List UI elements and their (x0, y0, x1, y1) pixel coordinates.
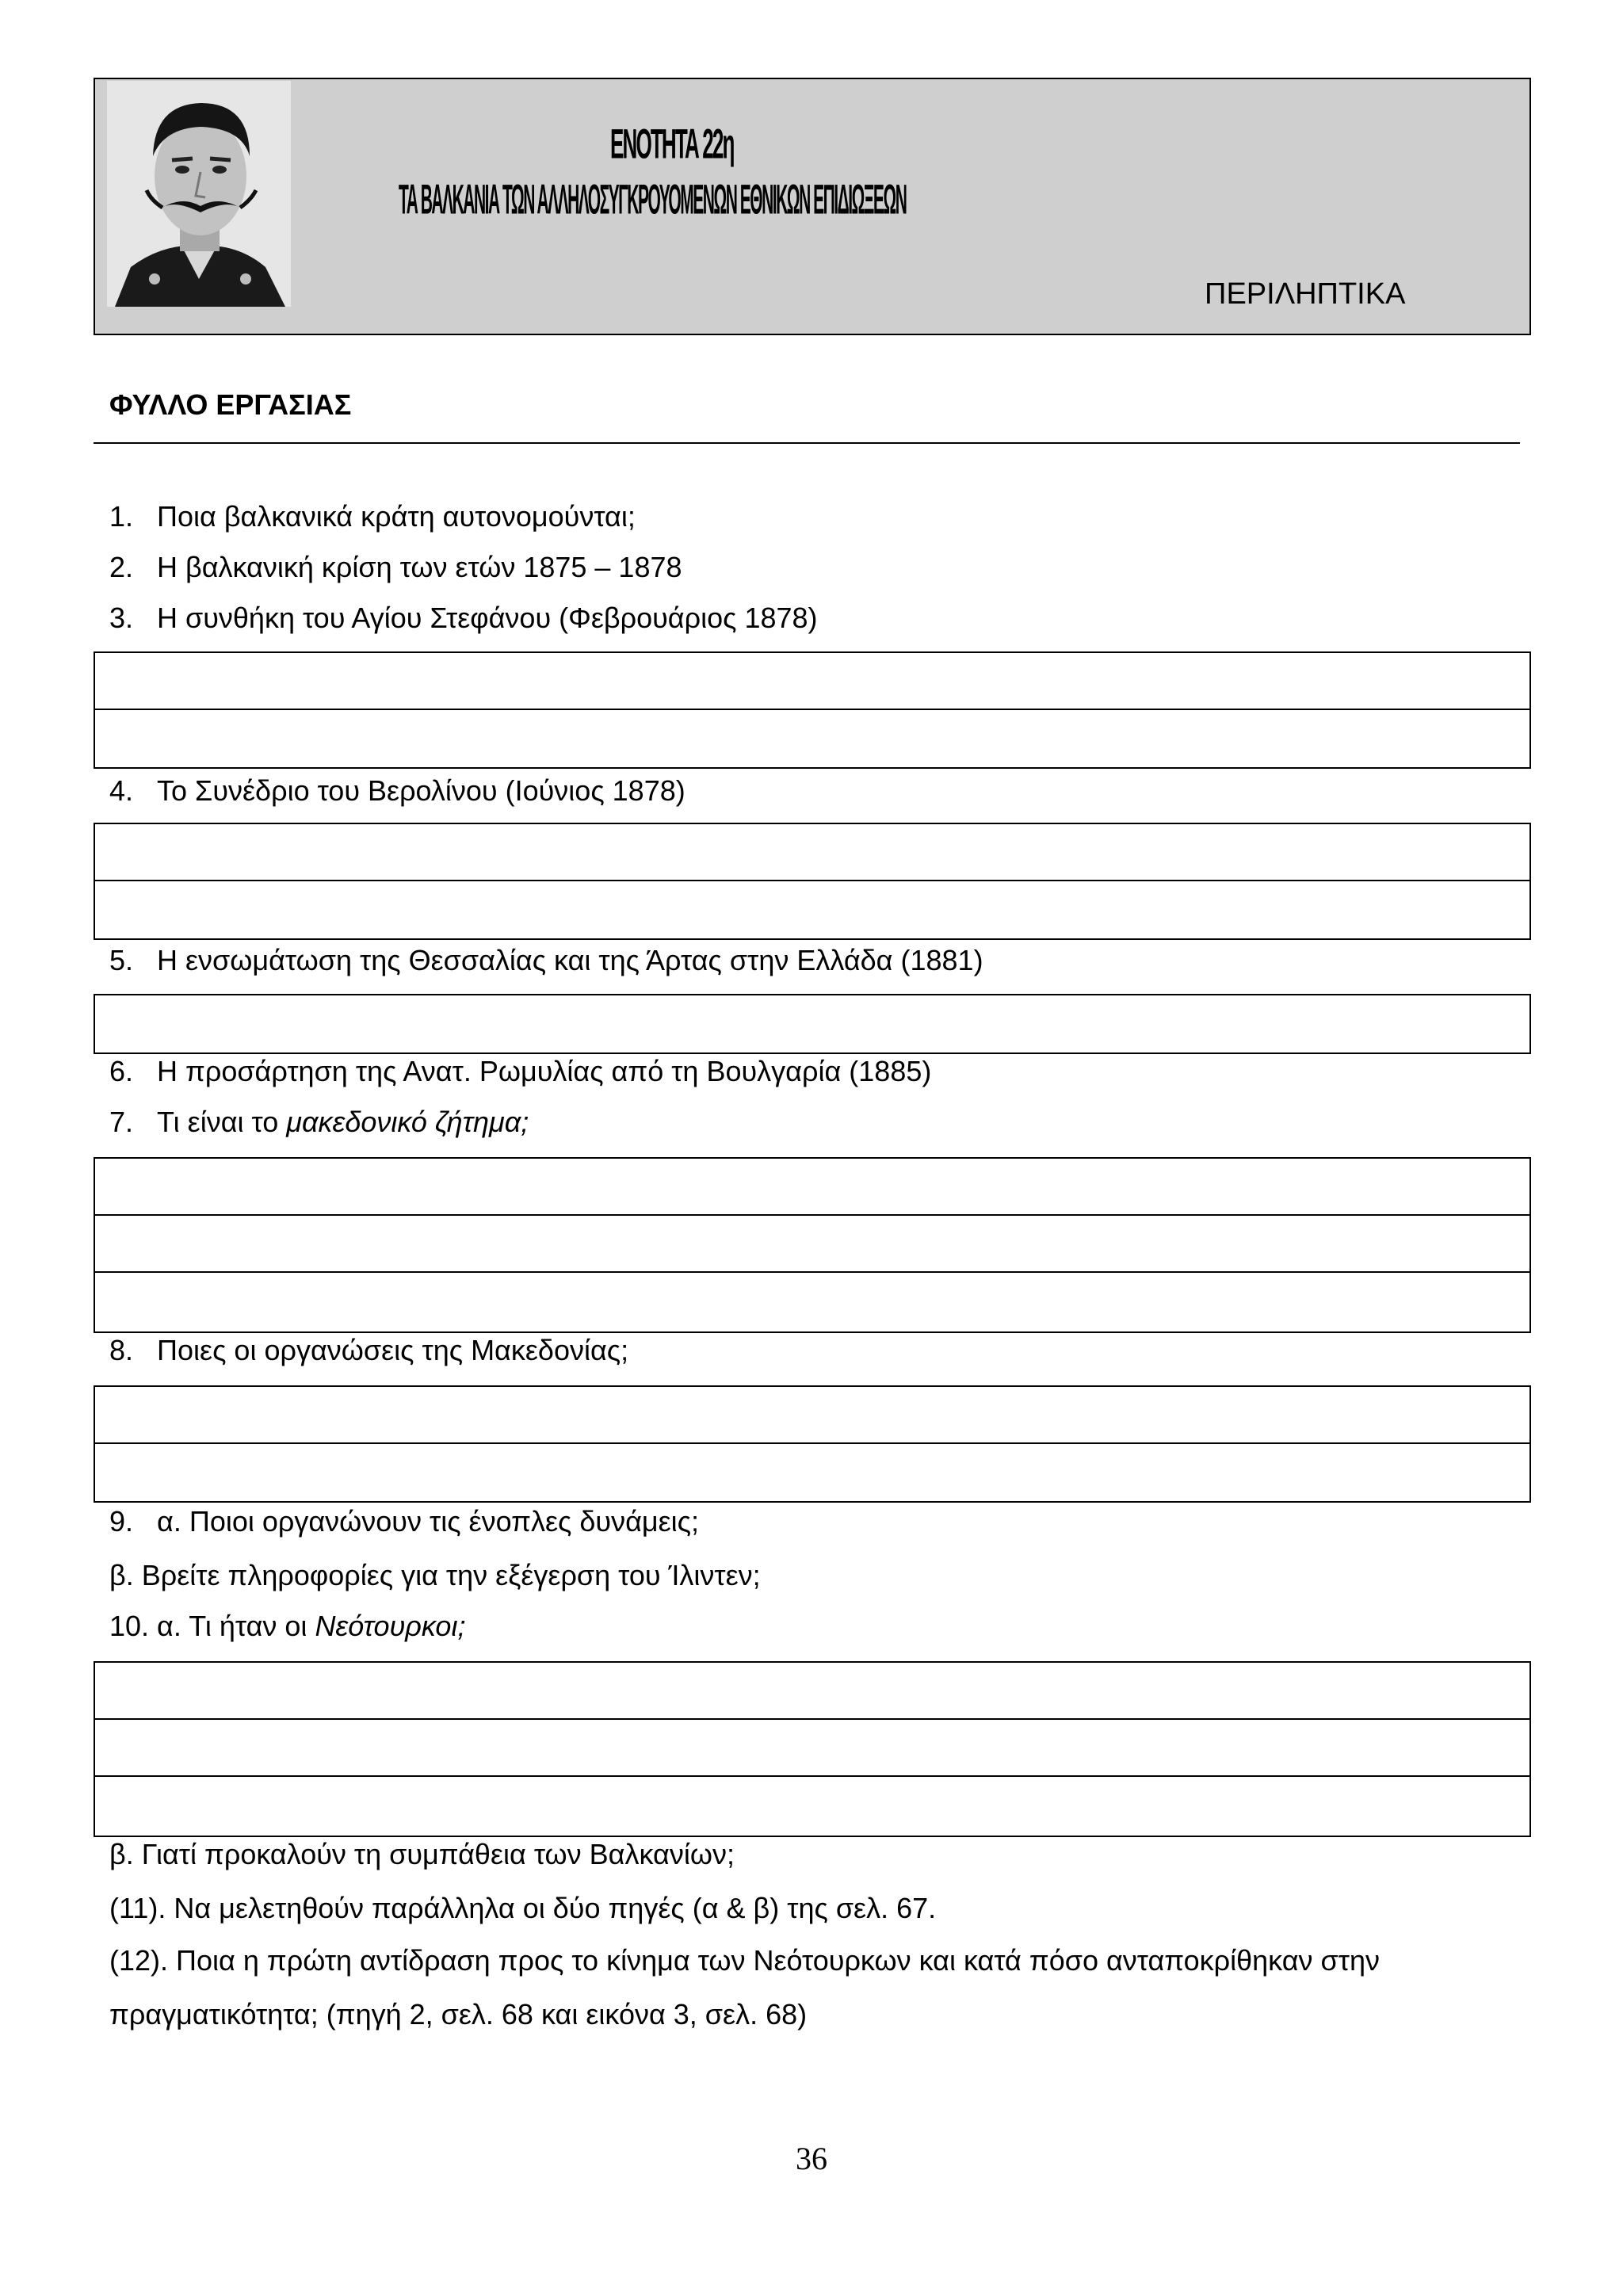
question-8 (109, 1333, 628, 1368)
question-text: β. Βρείτε πληροφορίες για την εξέγερση του Ίλιντεν; (109, 1559, 761, 1591)
question-9a (109, 1504, 699, 1539)
answer-row[interactable] (95, 824, 1529, 881)
answer-row[interactable] (95, 710, 1529, 767)
question-number: 5. (109, 944, 134, 976)
question-2 (109, 550, 682, 585)
question-number: 7. (109, 1106, 134, 1138)
question-text: Η συνθήκη του Αγίου Στεφάνου (Φεβρουάριος 1878) (157, 602, 818, 634)
answer-row[interactable] (95, 1663, 1529, 1720)
question-text: Τι είναι το (157, 1106, 287, 1138)
question-number: 3. (109, 602, 134, 634)
question-text: Το Συνέδριο του Βερολίνου (Ιούνιος 1878) (157, 774, 685, 807)
question-text: Ποια βαλκανικά κράτη αυτονομούνται; (157, 500, 636, 533)
question-7 (109, 1105, 529, 1140)
answer-row[interactable] (95, 1387, 1529, 1444)
answer-row[interactable] (95, 1159, 1529, 1216)
answer-row[interactable] (95, 995, 1529, 1052)
question-text-italic: μακεδονικό ζήτημα; (286, 1106, 529, 1138)
question-3 (109, 601, 818, 636)
answer-row[interactable] (95, 881, 1529, 938)
question-text: πραγματικότητα; (πηγή 2, σελ. 68 και εικόνα 3, σελ. 68) (109, 1998, 808, 2030)
question-number: 1. (109, 500, 134, 533)
question-10a (109, 1609, 465, 1644)
answer-box-4[interactable] (94, 823, 1531, 940)
question-5 (109, 943, 983, 978)
answer-box-3[interactable] (94, 651, 1531, 769)
question-number: 6. (109, 1055, 134, 1087)
unit-subtitle: ΤΑ ΒΑΛΚΑΝΙΑ ΤΩΝ ΑΛΛΗΛΟΣΥΓΚΡΟΥΟΜΕΝΩΝ ΕΘΝΙΚΩΝ ΕΠΙΔΙΩΞΕΩΝ (399, 176, 907, 223)
question-number: 8. (109, 1334, 134, 1366)
answer-row[interactable] (95, 1777, 1529, 1834)
question-number: 4. (109, 774, 134, 807)
question-text: Η βαλκανική κρίση των ετών 1875 – 1878 (157, 551, 682, 583)
question-1 (109, 499, 636, 534)
question-text: α. Ποιοι οργανώνουν τις ένοπλες δυνάμεις; (157, 1505, 700, 1538)
answer-box-5[interactable] (94, 994, 1531, 1054)
question-text: (12). Ποια η πρώτη αντίδραση προς το κίνημα των Νεότουρκων και κατά πόσο ανταποκρίθηκαν στην (109, 1944, 1381, 1977)
summary-label: ΠΕΡΙΛΗΠΤΙΚΑ (1205, 277, 1406, 311)
question-text: Ποιες οι οργανώσεις της Μακεδονίας; (157, 1334, 629, 1366)
answer-box-7[interactable] (94, 1157, 1531, 1333)
question-12-line-2 (109, 1997, 807, 2032)
question-number: 9. (109, 1505, 134, 1538)
answer-box-8[interactable] (94, 1385, 1531, 1503)
question-4 (109, 774, 685, 808)
page-number: 36 (796, 2141, 827, 2176)
question-6 (109, 1054, 931, 1089)
question-text: β. Γιατί προκαλούν τη συμπάθεια των Βαλκανίων; (109, 1838, 735, 1870)
question-12-line-1 (109, 1943, 1380, 1978)
unit-title: ΕΝΟΤΗΤΑ 22η (610, 120, 734, 167)
answer-row[interactable] (95, 1216, 1529, 1273)
question-text-italic: Νεότουρκοι; (315, 1610, 466, 1642)
answer-row[interactable] (95, 1720, 1529, 1777)
question-9b (109, 1558, 761, 1593)
question-text: Η ενσωμάτωση της Θεσσαλίας και της Άρτας στην Ελλάδα (1881) (157, 944, 983, 976)
answer-box-10[interactable] (94, 1661, 1531, 1837)
question-text: (11). Να μελετηθούν παράλληλα οι δύο πηγές (α & β) της σελ. 67. (109, 1892, 937, 1924)
answer-row[interactable] (95, 1444, 1529, 1501)
answer-row[interactable] (95, 1273, 1529, 1330)
worksheet-title: ΦΥΛΛΟ ΕΡΓΑΣΙΑΣ (109, 388, 352, 421)
question-10b (109, 1837, 735, 1872)
title-divider (94, 442, 1520, 444)
question-number: 2. (109, 551, 134, 583)
portrait-photo (107, 81, 291, 307)
answer-row[interactable] (95, 653, 1529, 710)
question-text: 10. α. Τι ήταν οι (109, 1610, 315, 1642)
question-text: Η προσάρτηση της Ανατ. Ρωμυλίας από τη Βουλγαρία (1885) (157, 1055, 932, 1087)
question-11 (109, 1891, 936, 1926)
